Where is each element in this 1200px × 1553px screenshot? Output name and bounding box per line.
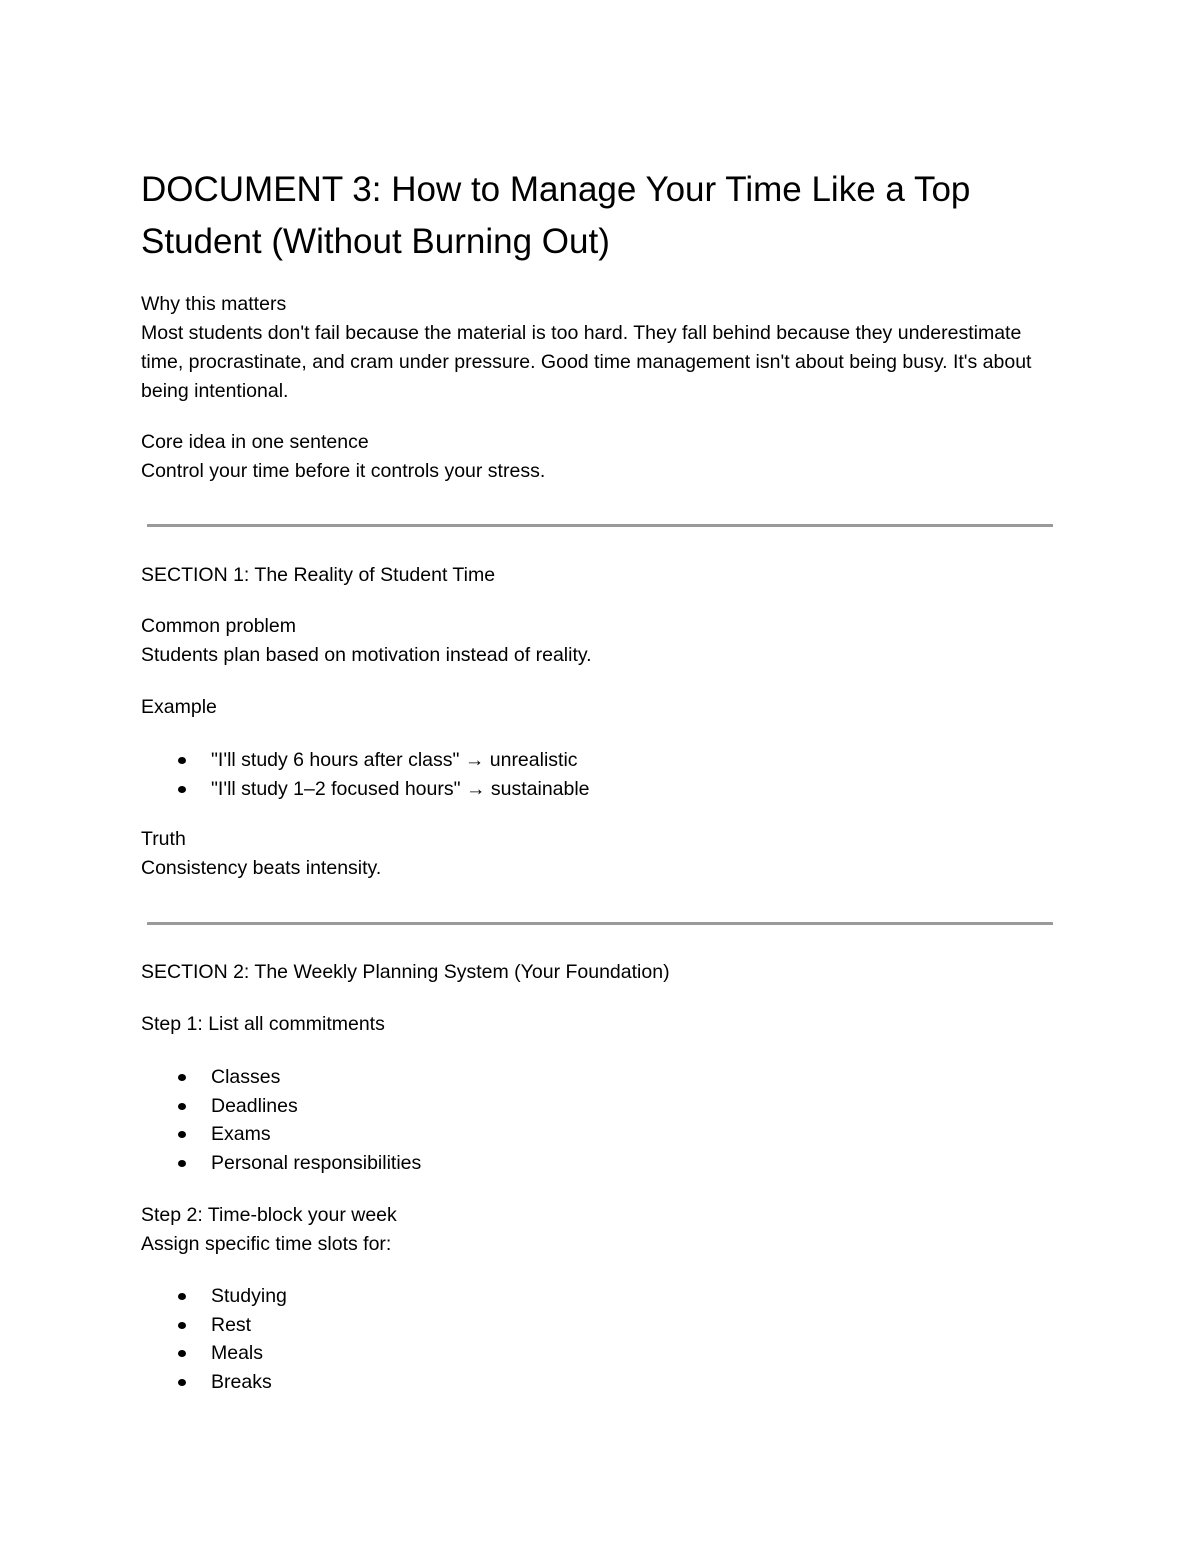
why-section (141, 290, 1041, 406)
problem-body: Students plan based on motivation instead of reality. (141, 644, 592, 666)
section2-heading-block (141, 958, 1041, 987)
example-list-block (141, 746, 1041, 803)
time-slots-list (141, 1282, 1041, 1396)
common-problem-block (141, 612, 1041, 670)
section1-heading: SECTION 1: The Reality of Student Time (141, 564, 496, 586)
bullet-icon (178, 1160, 186, 1167)
list-item (141, 1092, 1041, 1121)
list-item (141, 1149, 1041, 1178)
list-item-text: Classes (211, 1066, 281, 1088)
list-item (141, 1282, 1041, 1311)
section1-heading-block (141, 561, 1041, 590)
problem-heading: Common problem (141, 615, 296, 637)
divider (147, 524, 1053, 527)
why-body: Most students don't fail because the material is too hard. They fall behind because they underestimate time, procrastinate, and cram under pressure. Good time management isn't about being busy. It's about being intentional. (141, 322, 1032, 402)
example-heading: Example (141, 696, 217, 718)
bullet-icon (178, 1293, 186, 1300)
truth-body: Consistency beats intensity. (141, 857, 382, 879)
list-item-text: Deadlines (211, 1094, 298, 1117)
core-body: Control your time before it controls your stress. (141, 460, 546, 482)
step1-heading: Step 1: List all commitments (141, 1013, 385, 1035)
bullet-icon (178, 786, 186, 793)
step1-list-block (141, 1063, 1041, 1177)
list-item-text: Exams (211, 1123, 271, 1145)
step2-heading: Step 2: Time-block your week (141, 1204, 397, 1226)
why-heading: Why this matters (141, 293, 287, 315)
list-item (141, 1368, 1041, 1397)
truth-heading: Truth (141, 828, 186, 850)
commitments-list (141, 1063, 1041, 1177)
step2-body: Assign specific time slots for: (141, 1233, 392, 1255)
list-item-text: Meals (211, 1342, 264, 1364)
list-item (141, 1120, 1041, 1149)
list-item-text: Studying (211, 1285, 287, 1307)
core-heading: Core idea in one sentence (141, 431, 369, 453)
bullet-icon (178, 1322, 186, 1329)
step1-block (141, 1010, 1041, 1039)
truth-block (141, 825, 1041, 883)
bullet-icon (178, 1131, 186, 1138)
example-list (141, 746, 1041, 803)
divider (147, 922, 1053, 925)
list-item-text: Rest (211, 1313, 252, 1336)
list-item (141, 746, 1041, 775)
step2-list-block (141, 1282, 1041, 1396)
bullet-icon (178, 757, 186, 764)
bullet-icon (178, 1379, 186, 1386)
core-idea-section (141, 428, 1041, 486)
list-item (141, 1311, 1041, 1340)
list-item-text: Breaks (211, 1370, 272, 1393)
section2-heading: SECTION 2: The Weekly Planning System (Your Foundation) (141, 961, 670, 983)
document-title: DOCUMENT 3: How to Manage Your Time Like a Top Student (Without Burning Out) (141, 170, 971, 261)
example-block (141, 693, 1041, 722)
bullet-icon (178, 1074, 186, 1081)
step2-block (141, 1201, 1041, 1259)
list-item-text: "I'll study 1–2 focused hours" → sustainable (211, 777, 590, 800)
list-item-text: "I'll study 6 hours after class" → unrealistic (211, 749, 578, 771)
list-item (141, 1339, 1041, 1368)
list-item (141, 775, 1041, 804)
bullet-icon (178, 1103, 186, 1110)
list-item-text: Personal responsibilities (211, 1151, 422, 1174)
list-item (141, 1063, 1041, 1092)
bullet-icon (178, 1350, 186, 1357)
